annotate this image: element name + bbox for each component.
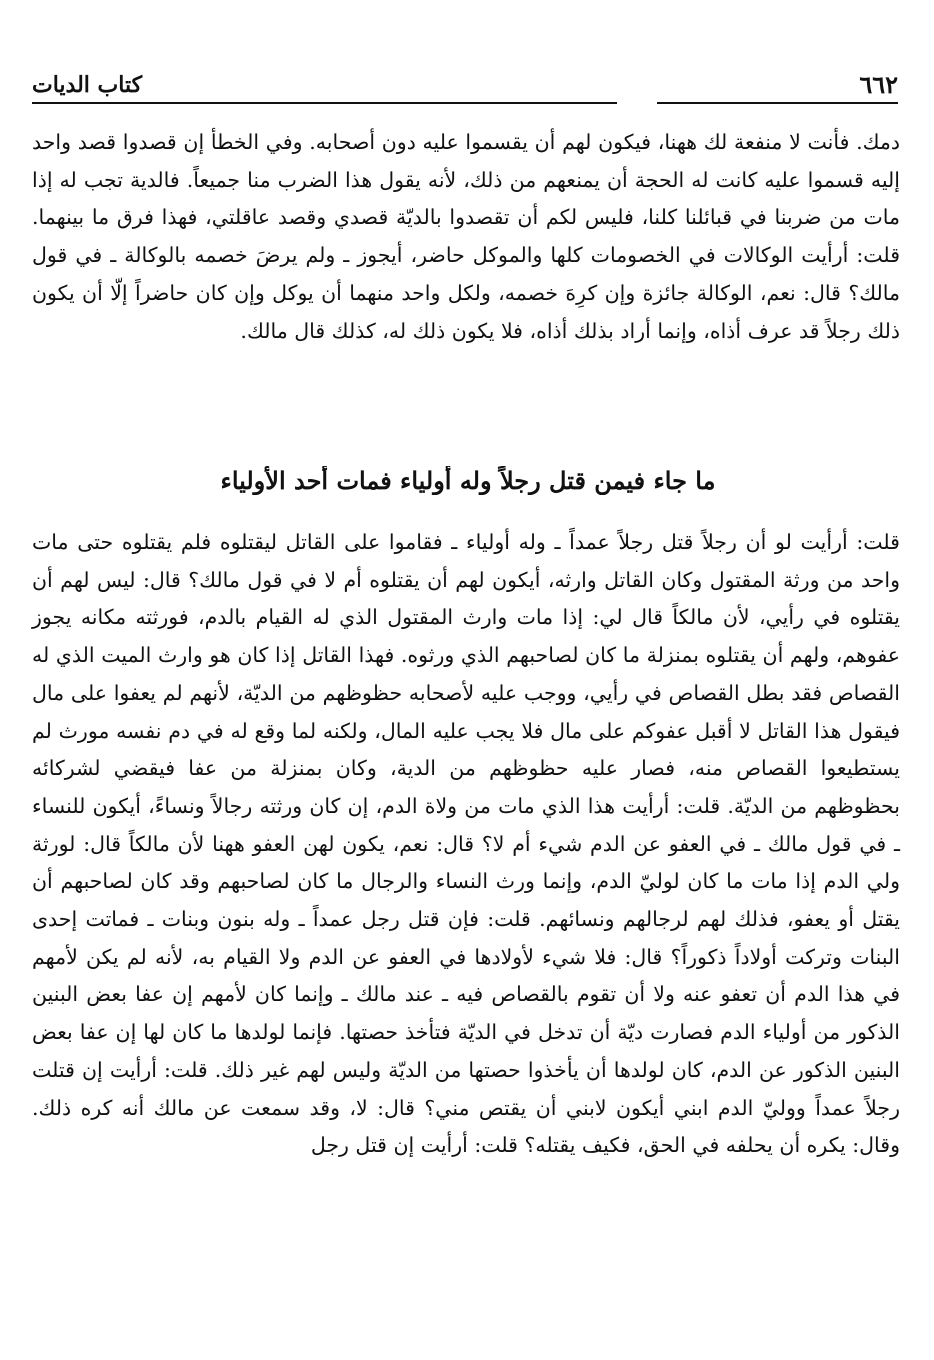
bottom-text-block: [32, 524, 900, 1165]
book-title: كتاب الديات: [32, 72, 143, 98]
page-number: ٦٦٢: [859, 70, 898, 99]
header-rule-gap: [617, 99, 657, 107]
running-header: [32, 66, 898, 106]
top-text-block: [32, 124, 900, 350]
paragraph: قلت: أرأيت لو أن رجلاً قتل رجلاً عمداً ـ وله أولياء ـ فقاموا على القاتل ليقتلوه فلم يقتلوه حتى مات واحد من ورثة المقتول وكان القاتل وارثه، أيكون لهم أن يقتلوه أم لا في قول مالك؟ قال: ليس لهم أن يقتلوه في رأيي، لأن مالكاً قال لي: إذا مات وارث المقتول الذي له القيام بالدم، فورثته مكانه يجوز عفوهم، ولهم أن يقتلوه بمنزلة ما كان لصاحبهم الذي ورثوه. فهذا القاتل إذا كان هو وارث الميت الذي له القصاص فقد بطل القصاص في رأيي، ووجب عليه لأصحابه حظوظهم من الديّة، لأنهم لم يعفوا على مال فيقول هذا القاتل لا أقبل عفوكم على مال فلا يجب عليه المال، ولكنه لما وقع له في دم نفسه مورث لم يستطيعوا القصاص منه، فصار عليه حظوظهم من الدية، وكان بمنزلة من عفا فيقضي لشركائه بحظوظهم من الديّة. قلت: أرأيت هذا الذي مات من ولاة الدم، إن كان ورثته رجالاً ونساءً، أيكون للنساء ـ في قول مالك ـ في العفو عن الدم شيء أم لا؟ قال: نعم، يكون لهن العفو ههنا لأن مالكاً قال: لورثة ولي الدم إذا مات ما كان لوليّ الدم، وإنما ورث النساء والرجال ما كان لصاحبهم وقد كان لصاحبهم أن يقتل أو يعفو، فذلك لهم لرجالهم ونسائهم. قلت: فإن قتل رجل عمداً ـ وله بنون وبنات ـ فماتت إحدى البنات وتركت أولاداً ذكوراً؟ قال: فلا شيء لأولادها في العفو عن الدم ولا القيام به، لأنه لم يكن لأمهم في هذا الدم أن تعفو عنه ولا أن تقوم بالقصاص فيه ـ عند مالك ـ وإنما كان لأمهم إن عفا بعض البنين الذكور من أولياء الدم فصارت ديّة أن تدخل في الديّة فتأخذ حصتها. فإنما لولدها ما كان لها إن عفا بعض البنين الذكور عن الدم، كان لولدها أن يأخذوا حصتها من الديّة وليس لهم غير ذلك. قلت: أرأيت إن قتلت رجلاً عمداً ووليّ الدم ابني أيكون لابني أن يقتص مني؟ قال: لا، وقد سمعت عن مالك أنه كره ذلك. وقال: يكره أن يحلفه في الحق، فكيف يقتله؟ قلت: أرأيت إن قتل رجل: [32, 530, 900, 1158]
header-rule: [32, 102, 898, 104]
paragraph: دمك. فأنت لا منفعة لك ههنا، فيكون لهم أن يقسموا عليه دون أصحابه. وفي الخطأ إن قصدوا قصد واحد إليه قسموا عليه كانت له الحجة أن يمنعهم من ذلك، لأنه يقول هذا الضرب منا جميعاً. فالدية تجب له إذا مات من ضربنا في قبائلنا كلنا، فليس لكم أن تقصدوا بالديّة قصدي وقصد عاقلتي، فهذا فرق ما بينهما. قلت: أرأيت الوكالات في الخصومات كلها والموكل حاضر، أيجوز ـ ولم يرضَ خصمه بالوكالة ـ في قول مالك؟ قال: نعم، الوكالة جائزة وإن كرِهَ خصمه، ولكل واحد منهما أن يوكل وإن كان حاضراً إلّا أن يكون ذلك رجلاً قد عرف أذاه، وإنما أراد بذلك أذاه، فلا يكون ذلك له، كذلك قال مالك.: [32, 130, 900, 343]
section-heading: ما جاء فيمن قتل رجلاً وله أولياء فمات أحد الأولياء: [220, 466, 716, 495]
